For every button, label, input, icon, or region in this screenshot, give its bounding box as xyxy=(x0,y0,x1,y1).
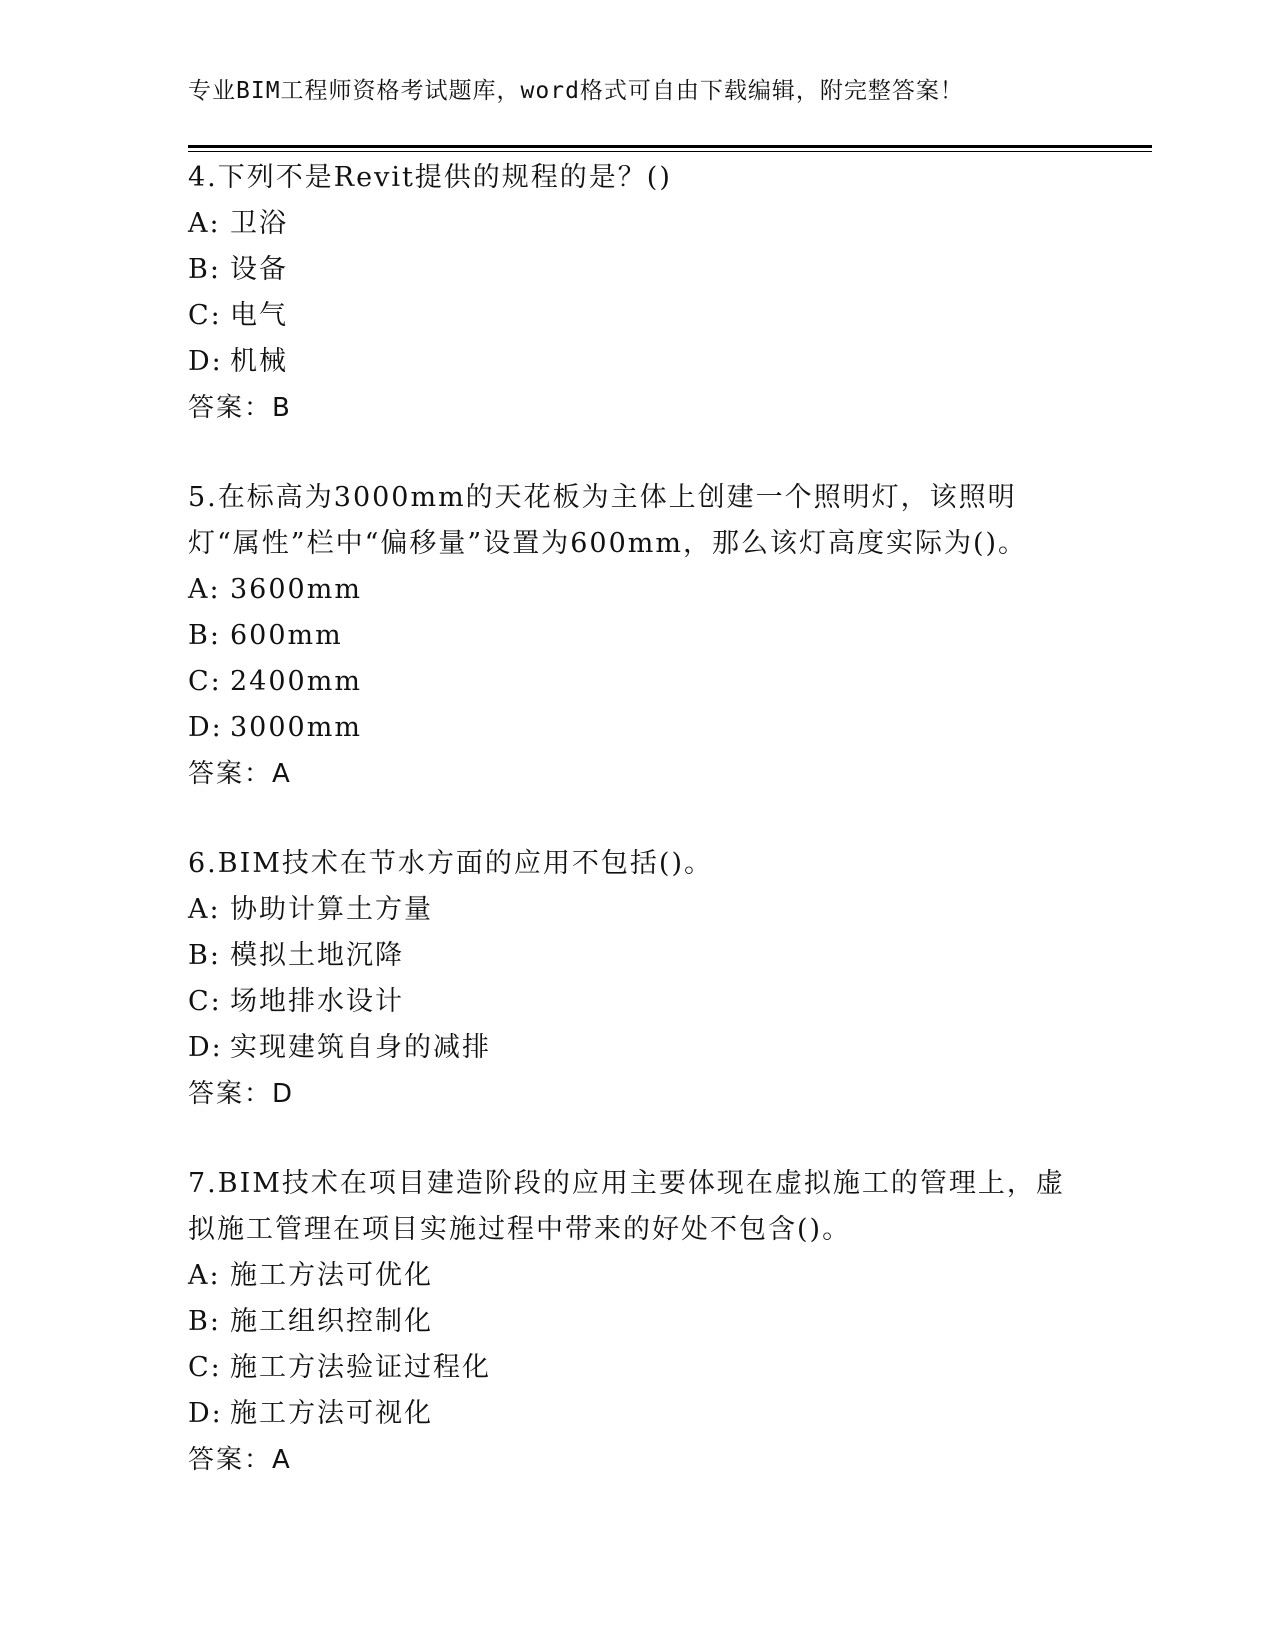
option-letter: C: xyxy=(188,300,222,331)
header-divider-thick xyxy=(188,145,1152,148)
option-letter: A: xyxy=(188,894,221,925)
option-c xyxy=(188,293,1088,339)
option-letter: A: xyxy=(188,208,221,239)
option-text: 施工方法可视化 xyxy=(230,1398,433,1429)
option-d xyxy=(188,1391,1088,1437)
question-stem: 7.BIM技术在项目建造阶段的应用主要体现在虚拟施工的管理上，虚拟施工管理在项目实施过程中带来的好处不包含()。 xyxy=(188,1168,1065,1245)
option-text: 卫浴 xyxy=(230,208,288,239)
option-a xyxy=(188,567,1088,613)
question-6 xyxy=(188,841,1088,1117)
option-d xyxy=(188,339,1088,385)
option-c xyxy=(188,1345,1088,1391)
option-letter: B: xyxy=(188,620,221,651)
option-letter: D: xyxy=(188,1398,223,1429)
page-header: 专业BIM工程师资格考试题库，word格式可自由下载编辑，附完整答案！ xyxy=(188,78,964,104)
option-text: 2400mm xyxy=(230,666,362,697)
option-a xyxy=(188,201,1088,247)
option-text: 设备 xyxy=(230,254,288,285)
question-5 xyxy=(188,475,1088,797)
question-list xyxy=(188,155,1088,1483)
option-letter: D: xyxy=(188,346,223,377)
option-letter: B: xyxy=(188,940,221,971)
option-text: 3000mm xyxy=(230,712,362,743)
option-text: 实现建筑自身的减排 xyxy=(230,1032,491,1063)
option-letter: D: xyxy=(188,712,223,743)
spacer xyxy=(188,797,1088,841)
answer-line: 答案：B xyxy=(188,393,292,423)
option-letter: A: xyxy=(188,574,221,605)
header-divider-thin xyxy=(188,151,1152,152)
option-letter: A: xyxy=(188,1260,221,1291)
spacer xyxy=(188,431,1088,475)
option-b xyxy=(188,247,1088,293)
option-text: 协助计算土方量 xyxy=(230,894,433,925)
answer-line: 答案：A xyxy=(188,759,292,789)
option-letter: C: xyxy=(188,1352,222,1383)
option-a xyxy=(188,1253,1088,1299)
question-stem: 5.在标高为3000mm的天花板为主体上创建一个照明灯，该照明灯“属性”栏中“偏移量”设置为600mm，那么该灯高度实际为()。 xyxy=(188,482,1028,559)
question-4 xyxy=(188,155,1088,431)
option-b xyxy=(188,1299,1088,1345)
option-a xyxy=(188,887,1088,933)
option-letter: B: xyxy=(188,1306,221,1337)
option-c xyxy=(188,979,1088,1025)
option-letter: B: xyxy=(188,254,221,285)
option-text: 电气 xyxy=(230,300,288,331)
option-d xyxy=(188,705,1088,751)
question-stem: 4.下列不是Revit提供的规程的是？() xyxy=(188,162,672,193)
option-letter: C: xyxy=(188,666,222,697)
option-text: 施工组织控制化 xyxy=(230,1306,433,1337)
option-text: 施工方法可优化 xyxy=(230,1260,433,1291)
question-stem: 6.BIM技术在节水方面的应用不包括()。 xyxy=(188,848,713,879)
option-text: 3600mm xyxy=(230,574,362,605)
option-letter: C: xyxy=(188,986,222,1017)
question-7 xyxy=(188,1161,1088,1483)
option-letter: D: xyxy=(188,1032,223,1063)
answer-line: 答案：D xyxy=(188,1079,295,1109)
option-d xyxy=(188,1025,1088,1071)
option-b xyxy=(188,933,1088,979)
option-b xyxy=(188,613,1088,659)
option-text: 模拟土地沉降 xyxy=(230,940,404,971)
spacer xyxy=(188,1117,1088,1161)
option-text: 施工方法验证过程化 xyxy=(230,1352,491,1383)
option-c xyxy=(188,659,1088,705)
option-text: 600mm xyxy=(230,620,343,651)
option-text: 场地排水设计 xyxy=(230,986,404,1017)
option-text: 机械 xyxy=(230,346,288,377)
answer-line: 答案：A xyxy=(188,1445,292,1475)
